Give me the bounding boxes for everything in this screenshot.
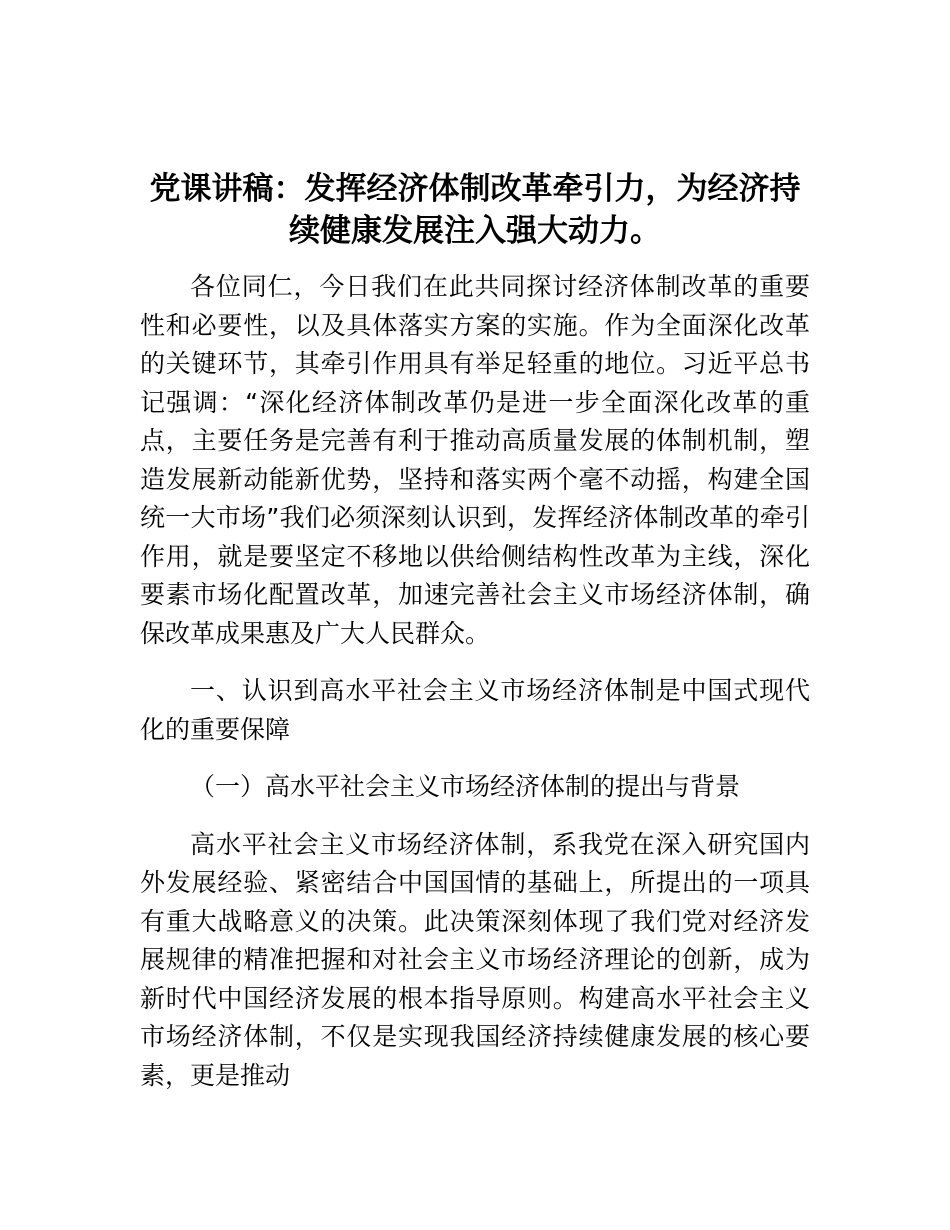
document-title: 党课讲稿：发挥经济体制改革牵引力，为经济持续健康发展注入强大动力。 <box>149 171 801 249</box>
document-body <box>140 268 810 1095</box>
body-paragraph: 高水平社会主义市场经济体制，系我党在深入研究国内外发展经验、紧密结合中国国情的基础上，所提出的一项具有重大战略意义的决策。此决策深刻体现了我们党对经济发展规律的精准把握和对社会主义市场经济理论的创新，成为新时代中国经济发展的根本指导原则。构建高水平社会主义市场经济体制，不仅是实现我国经济持续健康发展的核心要素，更是推动 <box>140 829 810 1090</box>
section-heading: 一、认识到高水平社会主义市场经济体制是中国式现代化的重要保障 <box>140 676 810 744</box>
subsection-heading: （一）高水平社会主义市场经济体制的提出与背景 <box>190 772 741 801</box>
intro-paragraph: 各位同仁，今日我们在此共同探讨经济体制改革的重要性和必要性，以及具体落实方案的实施。作为全面深化改革的关键环节，其牵引作用具有举足轻重的地位。习近平总书记强调：“深化经济体制改革仍是进一步全面深化改革的重点，主要任务是完善有利于推动高质量发展的体制机制，塑造发展新动能新优势，坚持和落实两个毫不动摇，构建全国统一大市场”我们必须深刻认识到，发挥经济体制改革的牵引作用，就是要坚定不移地以供给侧结构性改革为主线，深化要素市场化配置改革，加速完善社会主义市场经济体制，确保改革成果惠及广大人民群众。 <box>140 272 810 648</box>
